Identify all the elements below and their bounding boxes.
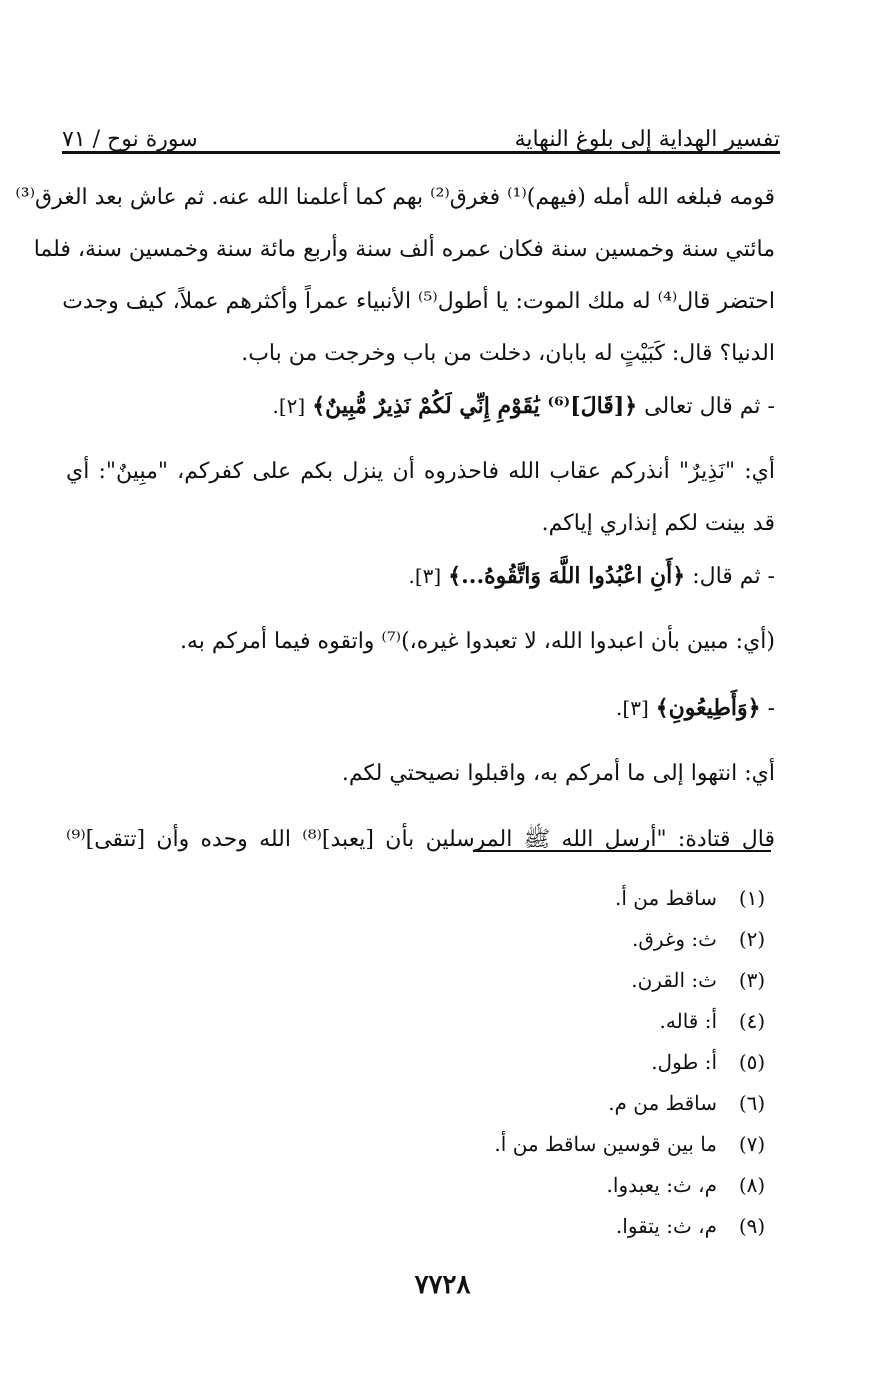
verse-line [66, 380, 775, 432]
footnote-text: ما بين قوسين ساقط من أ. [494, 1132, 717, 1156]
quran-verse: ﴿وَأَطِيعُونِ﴾ [655, 695, 761, 721]
footnote-number: (٩) [738, 1214, 766, 1238]
footnote-text: م، ث: يتقوا. [615, 1214, 717, 1238]
verse-prefix: - ثم قال: [692, 564, 775, 589]
footnote-text: م، ث: يعبدوا. [606, 1173, 717, 1197]
footnote-item [375, 1206, 775, 1247]
header-rule [62, 151, 780, 154]
main-text [15, 172, 776, 866]
footnote-number: (٣) [738, 968, 766, 992]
paragraph-line: (أي: مبين بأن اعبدوا الله، لا تعبدوا غيره،)⁽⁷⁾ واتقوه فيما أمركم به. [179, 629, 775, 654]
paragraph-line: أي: "نَذِيرٌ" أنذركم عقاب الله فاحذروه أن ينزل بكم على كفركم، "مبِينٌ": أي [66, 459, 775, 484]
footnote-item [375, 919, 775, 960]
paragraph-line: قال قتادة: "أرسل الله ﷺ المرسلين بأن [يعبد]⁽⁸⁾ الله وحده وأن [تتقى]⁽⁹⁾ [66, 827, 776, 852]
footnote-item [375, 1001, 775, 1042]
quran-verse: ﴿أَنِ اعْبُدُوا اللَّهَ وَاتَّقُوهُ...﴾ [448, 563, 686, 589]
footnote-number: (٧) [738, 1132, 766, 1156]
paragraph-line: أي: انتهوا إلى ما أمركم به، واقبلوا نصيحتي لكم. [341, 761, 775, 786]
verse-reference: [٣]. [408, 564, 442, 588]
footnote-text: أ: طول. [651, 1050, 717, 1074]
footnote-text: ث: القرن. [631, 968, 717, 992]
paragraph-line: الدنيا؟ قال: كَبَيْتٍ له بابان، دخلت من باب وخرجت من باب. [241, 341, 775, 366]
paragraph-line: قد بينت لكم إنذاري إياكم. [541, 511, 775, 536]
footnote-item [375, 960, 775, 1001]
footnote-number: (٤) [738, 1009, 766, 1033]
footnote-item [375, 1165, 775, 1206]
footnote-number: (٦) [738, 1091, 766, 1115]
footnote-text: ساقط من م. [608, 1091, 717, 1115]
page-number: ٧٧٢٨ [414, 1270, 471, 1300]
verse-prefix: - [767, 696, 775, 721]
paragraph-line: احتضر قال⁽⁴⁾ له ملك الموت: يا أطول⁽⁵⁾ الأنبياء عمراً وأكثرهم عملاً، كيف وجدت [62, 289, 775, 314]
quran-verse: ﴿[قَالَ]⁽⁶⁾ يَٰقَوْمِ إِنِّي لَكُمْ نَذِيرٌ مُّبِينٌ﴾ [312, 393, 638, 419]
footnote-item [375, 1042, 775, 1083]
footnote-item [375, 1083, 775, 1124]
footnote-text: أ: قاله. [659, 1009, 717, 1033]
verse-line [66, 682, 775, 734]
paragraph-line: قومه فبلغه الله أمله (فيهم)⁽¹⁾ فغرق⁽²⁾ بهم كما أعلمنا الله عنه. ثم عاش بعد الغرق⁽³⁾ [15, 185, 775, 210]
verse-reference: [٣]. [616, 696, 649, 720]
footnote-text: ساقط من أ. [615, 886, 717, 910]
footnote-item [375, 878, 775, 919]
footnote-number: (٥) [738, 1050, 766, 1074]
footnote-number: (٨) [738, 1173, 766, 1197]
book-title: تفسير الهداية إلى بلوغ النهاية [514, 127, 780, 152]
footnote-number: (٢) [738, 927, 766, 951]
footnote-number: (١) [738, 886, 766, 910]
footnote-rule [473, 850, 771, 852]
footnote-item [375, 1124, 775, 1165]
footnotes [375, 878, 775, 1247]
verse-reference: [٢]. [272, 394, 306, 418]
verse-prefix: - ثم قال تعالى [644, 394, 775, 419]
surah-reference: سورة نوح / ٧١ [62, 127, 198, 152]
footnote-text: ث: وغرق. [632, 927, 717, 951]
running-header [62, 108, 780, 152]
paragraph-line: مائتي سنة وخمسين سنة فكان عمره ألف سنة وأربع مائة سنة وخمسين سنة، فلما [33, 237, 775, 262]
verse-line [66, 550, 775, 602]
